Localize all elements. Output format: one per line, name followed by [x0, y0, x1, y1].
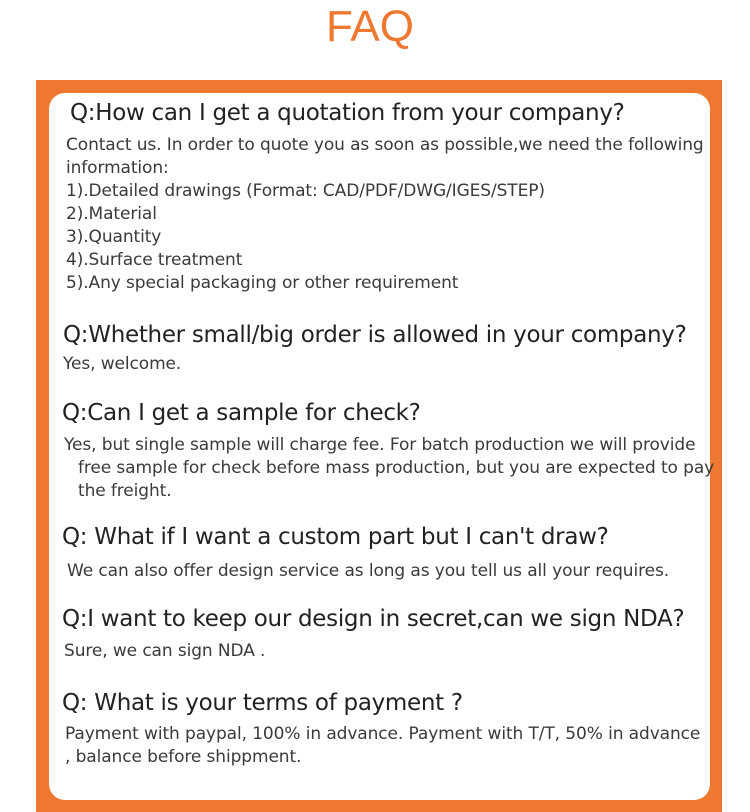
faq-answer-3-line-3: the freight.: [78, 481, 172, 501]
faq-answer-5: [64, 640, 265, 663]
faq-answer-3-line-1: Yes, but single sample will charge fee. For batch production we will provide: [64, 435, 696, 455]
faq-answer-4: [67, 560, 669, 583]
faq-answer-6-line-2: , balance before shippment.: [65, 747, 302, 767]
faq-answer-1-line-3: 1).Detailed drawings (Format: CAD/PDF/DWG/IGES/STEP): [66, 181, 545, 201]
faq-question-2: Q:Whether small/big order is allowed in your company?: [63, 322, 687, 348]
faq-question-5: Q:I want to keep our design in secret,can we sign NDA?: [62, 606, 685, 632]
faq-question-3: Q:Can I get a sample for check?: [62, 400, 421, 426]
faq-answer-3: [64, 434, 714, 503]
faq-frame: [36, 80, 722, 812]
faq-answer-2: [63, 353, 181, 376]
faq-answer-1-line-7: 5).Any special packaging or other requirement: [66, 273, 459, 293]
faq-answer-3-line-2: free sample for check before mass production, but you are expected to pay: [78, 458, 715, 478]
faq-answer-1-line-5: 3).Quantity: [66, 227, 162, 247]
faq-question-1: Q:How can I get a quotation from your company?: [70, 100, 625, 126]
faq-answer-1: [66, 134, 704, 295]
faq-answer-1-line-4: 2).Material: [66, 204, 157, 224]
faq-answer-2-line-1: Yes, welcome.: [63, 354, 182, 374]
faq-answer-6: [65, 723, 700, 769]
faq-answer-1-line-2: information:: [66, 158, 169, 178]
faq-answer-1-line-6: 4).Surface treatment: [66, 250, 243, 270]
page-title: FAQ: [325, 2, 415, 51]
faq-panel: [49, 93, 715, 800]
faq-answer-5-line-1: Sure, we can sign NDA .: [64, 641, 266, 661]
faq-answer-6-line-1: Payment with paypal, 100% in advance. Payment with T/T, 50% in advance: [65, 724, 701, 744]
faq-question-4: Q: What if I want a custom part but I can't draw?: [62, 524, 609, 550]
faq-answer-4-line-1: We can also offer design service as long as you tell us all your requires.: [67, 561, 670, 581]
faq-answer-1-line-1: Contact us. In order to quote you as soon as possible,we need the following: [66, 135, 704, 155]
faq-question-6: Q: What is your terms of payment ?: [62, 690, 463, 716]
